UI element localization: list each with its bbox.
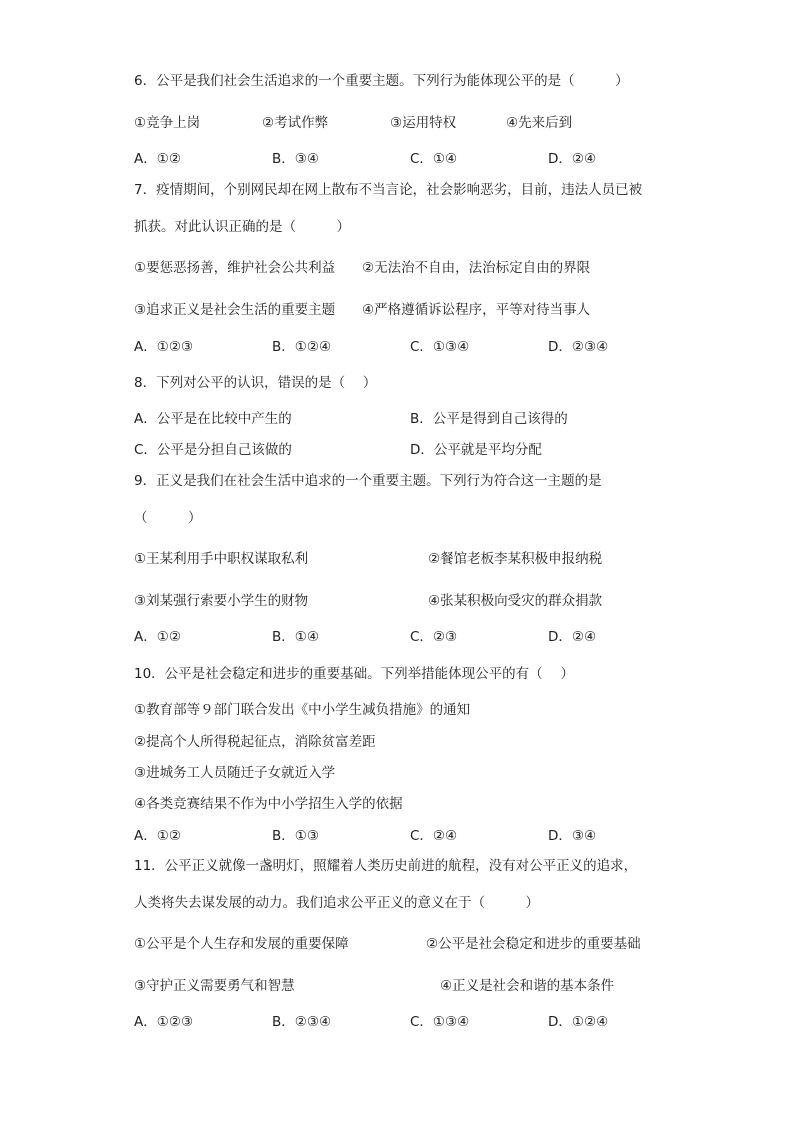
q6-option-a: A．①② (134, 151, 181, 167)
question-8-stem: 8．下列对公平的认识，错误的是（ ） (134, 375, 377, 391)
q6-item-3: ③运用特权 (390, 115, 457, 131)
q11-option-d: D．①②④ (548, 1014, 609, 1030)
q9-item-1: ①王某利用手中职权谋取私利 (134, 551, 309, 567)
q6-option-c: C．①④ (410, 151, 458, 167)
q11-option-c: C．①③④ (410, 1014, 470, 1030)
q8-option-b: B．公平是得到自己该得的 (410, 411, 568, 427)
q10-item-1: ①教育部等９部门联合发出《中小学生减负措施》的通知 (134, 702, 471, 718)
q9-item-3: ③刘某强行索要小学生的财物 (134, 593, 309, 609)
q6-option-b: B．③④ (272, 151, 319, 167)
q10-option-b: B．①③ (272, 828, 319, 844)
q11-item-2: ②公平是社会稳定和进步的重要基础 (426, 936, 641, 952)
q7-item-2: ②无法治不自由，法治标定自由的界限 (362, 260, 591, 276)
q11-option-a: A．①②③ (134, 1014, 194, 1030)
q11-item-4: ④正义是社会和谐的基本条件 (440, 978, 615, 994)
q6-item-2: ②考试作弊 (262, 115, 329, 131)
q8-option-a: A．公平是在比较中产生的 (134, 411, 292, 427)
q7-option-d: D．②③④ (548, 339, 609, 355)
q7-option-b: B．①②④ (272, 339, 332, 355)
q7-option-a: A．①②③ (134, 339, 194, 355)
q9-option-d: D．②④ (548, 629, 597, 645)
q7-item-1: ①要惩恶扬善，维护社会公共利益 (134, 260, 336, 276)
q10-option-d: D．③④ (548, 828, 597, 844)
q7-item-3: ③追求正义是社会生活的重要主题 (134, 302, 336, 318)
q10-option-c: C．②④ (410, 828, 458, 844)
q9-item-2: ②餐馆老板李某积极申报纳税 (428, 551, 603, 567)
question-10-stem: 10．公平是社会稳定和进步的重要基础。下列举措能体现公平的有（ ） (134, 666, 574, 682)
question-6-stem: 6．公平是我们社会生活追求的一个重要主题。下列行为能体现公平的是（ ） (134, 73, 629, 89)
q9-option-c: C．②③ (410, 629, 458, 645)
q8-option-c: C．公平是分担自己该做的 (134, 442, 292, 458)
question-11-stem-line-2: 人类将失去谋发展的动力。我们追求公平正义的意义在于（ ） (134, 895, 539, 911)
q11-item-3: ③守护正义需要勇气和智慧 (134, 978, 295, 994)
q10-item-2: ②提高个人所得税起征点，消除贫富差距 (134, 734, 376, 750)
q9-option-a: A．①② (134, 629, 181, 645)
question-7-stem-line-2: 抓获。对此认识正确的是（ ） (134, 219, 350, 235)
q10-item-3: ③进城务工人员随迁子女就近入学 (134, 765, 336, 781)
q8-option-d: D．公平就是平均分配 (410, 442, 542, 458)
q6-item-1: ①竞争上岗 (134, 115, 201, 131)
q10-item-4: ④各类竞赛结果不作为中小学招生入学的依据 (134, 796, 403, 812)
question-9-stem-line-2: （ ） (134, 510, 202, 526)
q7-option-c: C．①③④ (410, 339, 470, 355)
q6-item-4: ④先来后到 (506, 115, 573, 131)
q11-option-b: B．②③④ (272, 1014, 332, 1030)
q7-item-4: ④严格遵循诉讼程序，平等对待当事人 (362, 302, 591, 318)
q6-option-d: D．②④ (548, 151, 597, 167)
q9-option-b: B．①④ (272, 629, 319, 645)
q11-item-1: ①公平是个人生存和发展的重要保障 (134, 936, 349, 952)
question-9-stem-line-1: 9．正义是我们在社会生活中追求的一个重要主题。下列行为符合这一主题的是 (134, 473, 602, 489)
q10-option-a: A．①② (134, 828, 181, 844)
question-11-stem-line-1: 11．公平正义就像一盏明灯，照耀着人类历史前进的航程，没有对公平正义的追求， (134, 858, 638, 874)
q9-item-4: ④张某积极向受灾的群众捐款 (428, 593, 603, 609)
question-7-stem-line-1: 7．疫情期间，个别网民却在网上散布不当言论，社会影响恶劣，目前，违法人员已被 (134, 182, 643, 198)
